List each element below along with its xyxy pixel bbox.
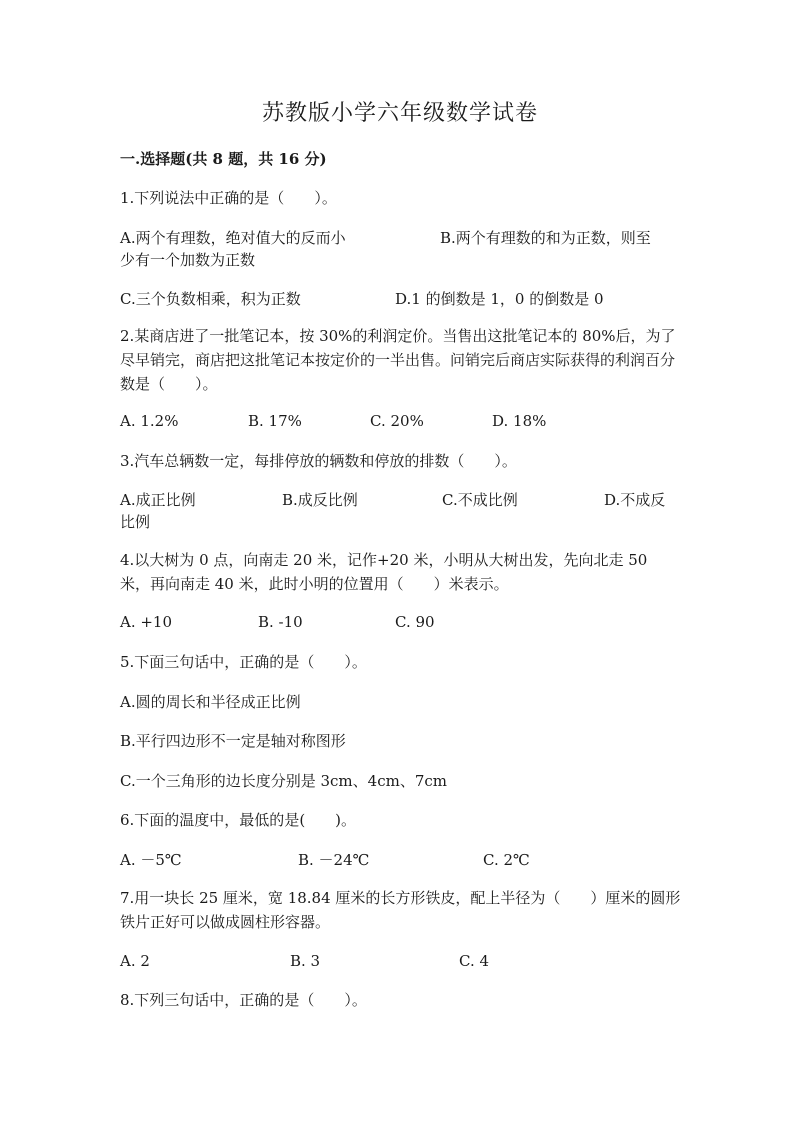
question-5-option-b: B.平行四边形不一定是轴对称图形 <box>120 732 346 750</box>
question-3-option-a: A.成正比例 <box>120 491 196 509</box>
question-1-option-b: B.两个有理数的和为正数，则至 <box>440 229 651 247</box>
question-3-option-c: C.不成比例 <box>442 491 518 509</box>
question-1-option-c: C.三个负数相乘，积为正数 <box>120 290 301 308</box>
question-7-option-a: A. 2 <box>120 952 150 970</box>
question-7-stem: 7.用一块长 25 厘米，宽 18.84 厘米的长方形铁皮，配上半径为（ ）厘米的圆形铁片正好可以做成圆柱形容器。 <box>120 889 681 931</box>
question-8-stem: 8.下列三句话中，正确的是（ ）。 <box>120 991 367 1009</box>
question-3-stem: 3.汽车总辆数一定，每排停放的辆数和停放的排数（ ）。 <box>120 452 517 470</box>
question-3-option-d-wrap: 比例 <box>120 513 151 531</box>
question-2-option-d: D. 18% <box>492 412 547 430</box>
page-title: 苏教版小学六年级数学试卷 <box>261 101 538 126</box>
question-5-stem: 5.下面三句话中，正确的是（ ）。 <box>120 653 367 671</box>
question-4-option-c: C. 90 <box>395 613 435 631</box>
question-4-option-b: B. -10 <box>258 613 303 631</box>
question-1-option-b-wrap: 少有一个加数为正数 <box>120 251 256 269</box>
question-7-option-b: B. 3 <box>290 952 321 970</box>
question-2-option-b: B. 17% <box>248 412 302 430</box>
question-2-option-c: C. 20% <box>370 412 424 430</box>
question-6-stem: 6.下面的温度中，最低的是( )。 <box>120 811 357 829</box>
question-6-option-c: C. 2℃ <box>483 851 530 869</box>
question-3-option-d: D.不成反 <box>604 491 666 509</box>
question-5-option-a: A.圆的周长和半径成正比例 <box>120 693 301 711</box>
section-heading: 一.选择题(共 8 题，共 16 分) <box>120 150 327 168</box>
question-5-option-c: C.一个三角形的边长度分别是 3cm、4cm、7cm <box>120 772 447 790</box>
question-4-stem: 4.以大树为 0 点，向南走 20 米，记作+20 米，小明从大树出发，先向北走 50 米，再向南走 40 米，此时小明的位置用（ ）米表示。 <box>120 551 648 593</box>
question-2-stem: 2.某商店进了一批笔记本，按 30%的利润定价。当售出这批笔记本的 80%后，为了尽早销完，商店把这批笔记本按定价的一半出售。问销完后商店实际获得的利润百分数是（ ）。 <box>120 327 676 393</box>
question-6-option-b: B. －24℃ <box>298 851 370 869</box>
question-1-option-d: D.1 的倒数是 1，0 的倒数是 0 <box>395 290 604 308</box>
question-7-option-c: C. 4 <box>459 952 490 970</box>
question-1-stem: 1.下列说法中正确的是（ ）。 <box>120 189 337 207</box>
question-3-option-b: B.成反比例 <box>282 491 358 509</box>
question-4-option-a: A. +10 <box>120 613 173 631</box>
question-6-option-a: A. －5℃ <box>120 851 182 869</box>
question-1-option-a: A.两个有理数，绝对值大的反而小 <box>120 229 346 247</box>
question-2-option-a: A. 1.2% <box>120 412 179 430</box>
